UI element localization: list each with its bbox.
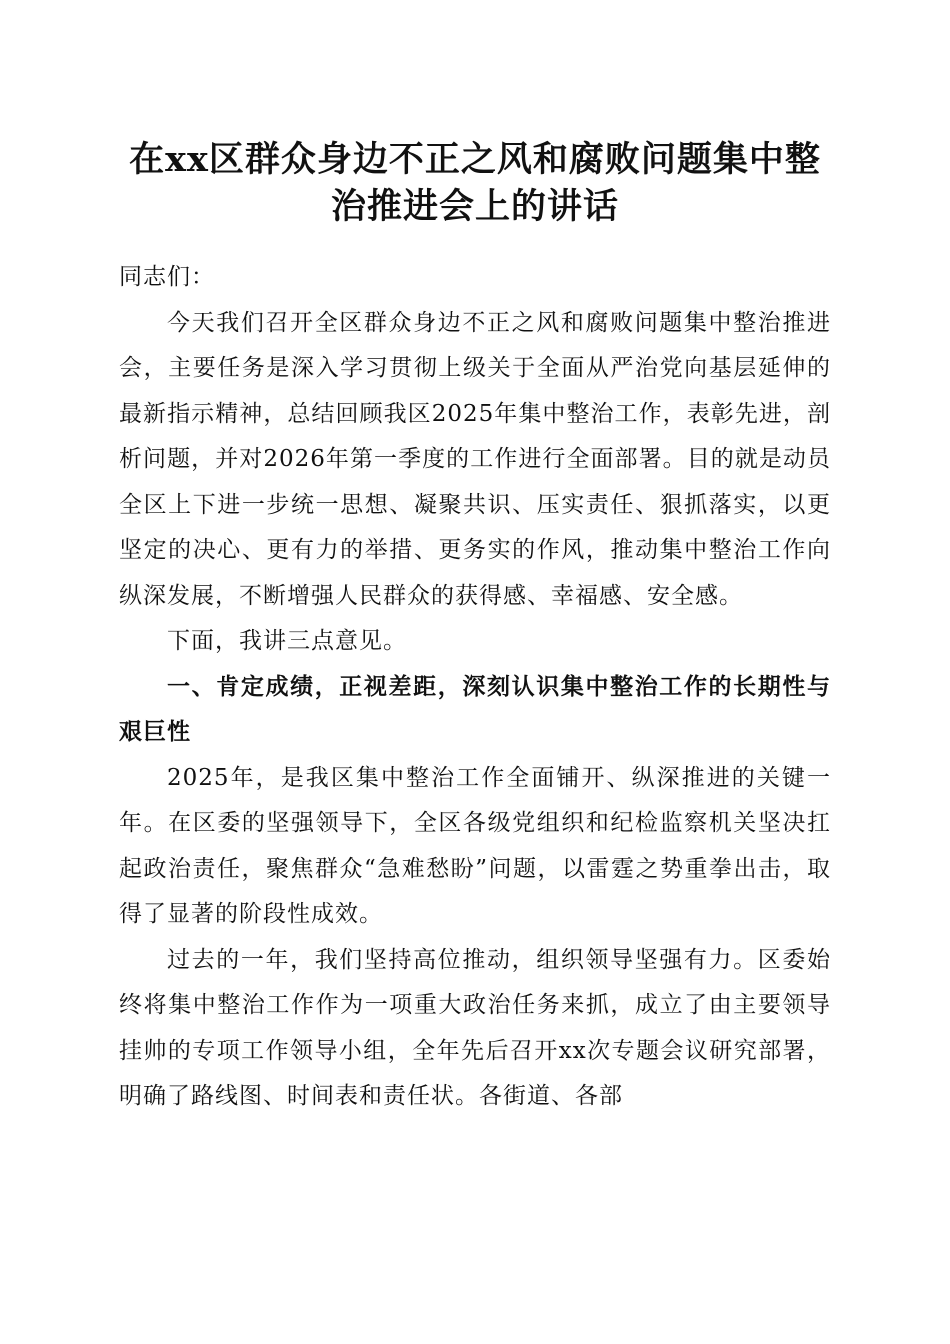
salutation: 同志们： xyxy=(119,264,215,290)
paragraph-section1-b: 过去的一年，我们坚持高位推动，组织领导坚强有力。区委始终将集中整治工作作为一项重大政治任务来抓，成立了由主要领导挂帅的专项工作领导小组，全年先后召开xx次专题会议研究部署，明确了路线图、时间表和责任状。各街道、各部 xyxy=(119,946,831,1109)
paragraph-outline: 下面，我讲三点意见。 xyxy=(167,628,407,654)
paragraph-section1-a: 2025年，是我区集中整治工作全面铺开、纵深推进的关键一年。在区委的坚强领导下，全区各级党组织和纪检监察机关坚决扛起政治责任，聚焦群众“急难愁盼”问题，以雷霆之势重拳出击，取得了显著的阶段性成效。 xyxy=(119,764,831,927)
title-line-2: 治推进会上的讲话 xyxy=(330,186,619,227)
section-heading-1: 一、肯定成绩，正视差距，深刻认识集中整治工作的长期性与艰巨性 xyxy=(119,673,831,745)
paragraph-intro: 今天我们召开全区群众身边不正之风和腐败问题集中整治推进会，主要任务是深入学习贯彻上级关于全面从严治党向基层延伸的最新指示精神，总结回顾我区2025年集中整治工作，表彰先进，剖析问题，并对2026年第一季度的工作进行全面部署。目的就是动员全区上下进一步统一思想、凝聚共识、压实责任、狠抓落实，以更坚定的决心、更有力的举措、更务实的作风，推动集中整治工作向纵深发展，不断增强人民群众的获得感、幸福感、安全感。 xyxy=(119,309,831,609)
title-line-1: 在xx区群众身边不正之风和腐败问题集中整 xyxy=(129,139,821,180)
document-body xyxy=(119,255,831,1120)
document-title xyxy=(110,136,840,230)
